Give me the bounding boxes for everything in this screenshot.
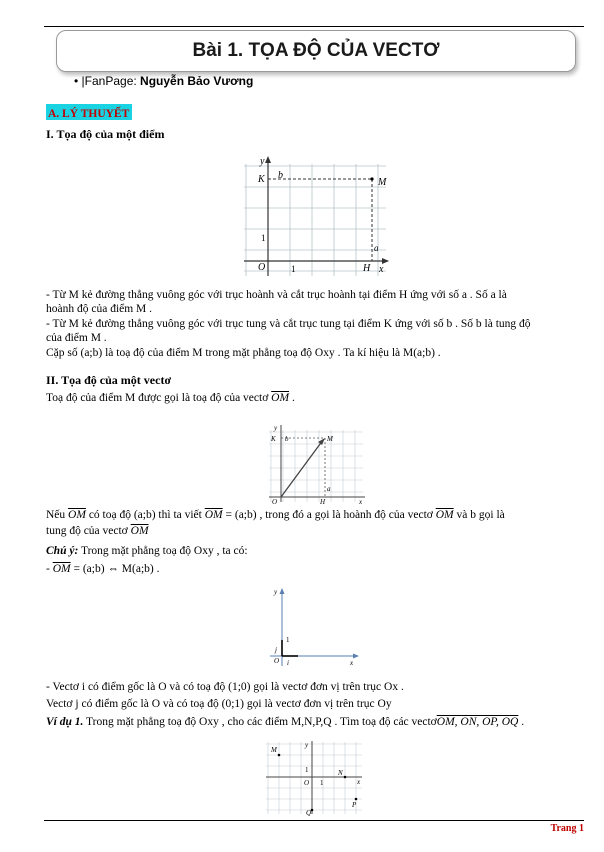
vector-om-3: $\overline{OM}$	[204, 509, 223, 521]
y-axis-arrow-icon	[280, 588, 285, 594]
note-formula	[46, 562, 160, 576]
section-a-heading	[46, 104, 132, 120]
text-trong-do: = (a;b) , trong đó a gọi là hoành độ của vectơ	[222, 509, 436, 521]
section-2-heading: II. Tọa độ của một vectơ	[46, 373, 172, 387]
grid-lines	[269, 430, 363, 502]
label-k: K	[271, 435, 276, 443]
section-1-heading: I. Tọa độ của một điểm	[46, 127, 165, 141]
label-q: Q	[306, 809, 312, 816]
fanpage-label: |FanPage:	[81, 74, 141, 88]
title-banner	[56, 30, 576, 72]
paragraph-ordinate-line2: của điểm M .	[46, 332, 107, 344]
vector-om-1: $\overline{OM}$	[271, 392, 290, 404]
label-y: y	[260, 156, 265, 167]
label-i: i	[287, 659, 289, 667]
point-m	[370, 177, 373, 180]
example-vectors: OM, ON, OP, OQ	[436, 716, 519, 728]
label-o: O	[274, 657, 280, 665]
label-j: j	[275, 646, 277, 654]
figure-unit-vectors	[262, 584, 362, 668]
note-text: Trong mặt phẳng toạ độ Oxy , ta có:	[78, 545, 248, 557]
label-n: N	[338, 769, 343, 777]
label-m: M	[271, 746, 277, 754]
figure-point-coordinates	[236, 154, 396, 284]
label-a: a	[374, 243, 379, 253]
text-va-b: và b gọi là	[453, 509, 505, 521]
label-o: O	[258, 262, 266, 273]
point-p	[355, 798, 358, 801]
label-x: x	[350, 659, 354, 667]
note-line	[46, 544, 248, 558]
text-neu: Nếu	[46, 509, 69, 521]
paragraph-vector-definition	[46, 508, 586, 538]
label-a: a	[327, 485, 331, 493]
grid-lines	[266, 742, 362, 814]
label-b: b	[285, 435, 289, 443]
section-a-label: A. LÝ THUYẾT	[48, 108, 130, 120]
paragraph-vector-definition-line2	[46, 524, 586, 538]
paragraph-ordinate-line1: - Từ M kẻ đường thẳng vuông góc với trục tung và cắt trục tung tại điểm K ứng với số b . Số b là tung độ	[46, 318, 531, 330]
label-o: O	[272, 498, 278, 504]
vector-om-4: $\overline{OM}$	[435, 509, 454, 521]
paragraph-vector-definition-line1	[46, 508, 586, 522]
footer-rule	[44, 820, 584, 821]
vector-om-arrow	[281, 440, 323, 497]
figure-example-points	[262, 738, 366, 816]
paragraph-ordinate	[46, 317, 586, 345]
paragraph-abscissa-line2: hoành độ của điểm M .	[46, 303, 153, 315]
label-one-y: 1	[261, 233, 266, 243]
paragraph-abscissa-line1: - Từ M kẻ đường thẳng vuông góc với trục hoành và cắt trục hoành tại điểm H ứng với số a . Số a là	[46, 289, 507, 301]
label-h: H	[320, 498, 326, 504]
note-formula-dash: -	[46, 563, 53, 575]
x-axis-arrow-icon	[353, 654, 359, 659]
label-o: O	[304, 779, 310, 787]
bullet-icon: •	[74, 74, 82, 88]
label-one-x: 1	[291, 264, 296, 274]
page-title: Bài 1. TỌA ĐỘ CỦA VECTƠ	[192, 40, 440, 61]
label-b: b	[278, 170, 283, 181]
vector-intro-end: .	[289, 392, 295, 404]
fanpage-line	[74, 74, 253, 88]
vector-om-2: $\overline{OM}$	[68, 509, 86, 521]
vector-om-6: $\overline{OM}$	[52, 563, 71, 575]
y-axis-arrow-icon	[265, 156, 271, 163]
label-y: y	[274, 588, 278, 596]
text-co-toa-do: có toạ độ (a;b) thì ta viết	[85, 509, 205, 521]
header-rule	[44, 26, 584, 27]
label-x: x	[359, 498, 363, 504]
example-text: Trong mặt phẳng toạ độ Oxy , cho các điểm M,N,P,Q . Tìm toạ độ các vectơ	[83, 716, 437, 728]
point-q	[311, 809, 314, 812]
page-number: Trang 1	[550, 823, 584, 834]
label-y: y	[274, 424, 278, 432]
label-one: 1	[286, 636, 290, 644]
note-label: Chú ý:	[46, 545, 79, 557]
fanpage-name: Nguyễn Bảo Vương	[140, 74, 254, 88]
paragraph-unit-i: - Vectơ i có điểm gốc là O và có toạ độ (1;0) gọi là vectơ đơn vị trên trục Ox .	[46, 681, 404, 693]
text-tung-do: tung độ của vectơ	[46, 525, 131, 537]
label-k: K	[258, 174, 265, 185]
label-one: 1	[305, 766, 309, 774]
label-x: x	[379, 264, 384, 275]
example-label: Ví dụ 1.	[46, 716, 84, 728]
note-formula-rest: = (a;b) ⇔ M(a;b) .	[70, 563, 160, 575]
example-1	[46, 715, 591, 729]
label-m: M	[378, 177, 387, 188]
label-one-x: 1	[320, 779, 324, 787]
label-m: M	[327, 435, 333, 443]
label-y: y	[305, 741, 309, 749]
paragraph-coordinate-pair: Cặp số (a;b) là toạ độ của điểm M trong mặt phẳng toạ độ Oxy . Ta kí hiệu là M(a;b) .	[46, 347, 441, 359]
label-h: H	[363, 263, 371, 274]
paragraph-unit-j: Vectơ j có điểm gốc là O và có toạ độ (0;1) gọi là vectơ đơn vị trên trục Oy	[46, 698, 392, 710]
figure-vector-coordinates	[263, 422, 369, 504]
label-p: P	[352, 801, 357, 809]
label-x: x	[357, 778, 361, 786]
grid-lines	[244, 164, 386, 276]
point-n	[344, 776, 347, 779]
example-end: .	[518, 716, 525, 728]
paragraph-vector-intro	[46, 391, 295, 405]
point-m	[278, 754, 281, 757]
paragraph-abscissa	[46, 288, 584, 316]
vector-intro-text: Toạ độ của điểm M được gọi là toạ độ của vectơ	[46, 392, 272, 404]
vector-om-5: $\overline{OM}$	[130, 525, 149, 537]
